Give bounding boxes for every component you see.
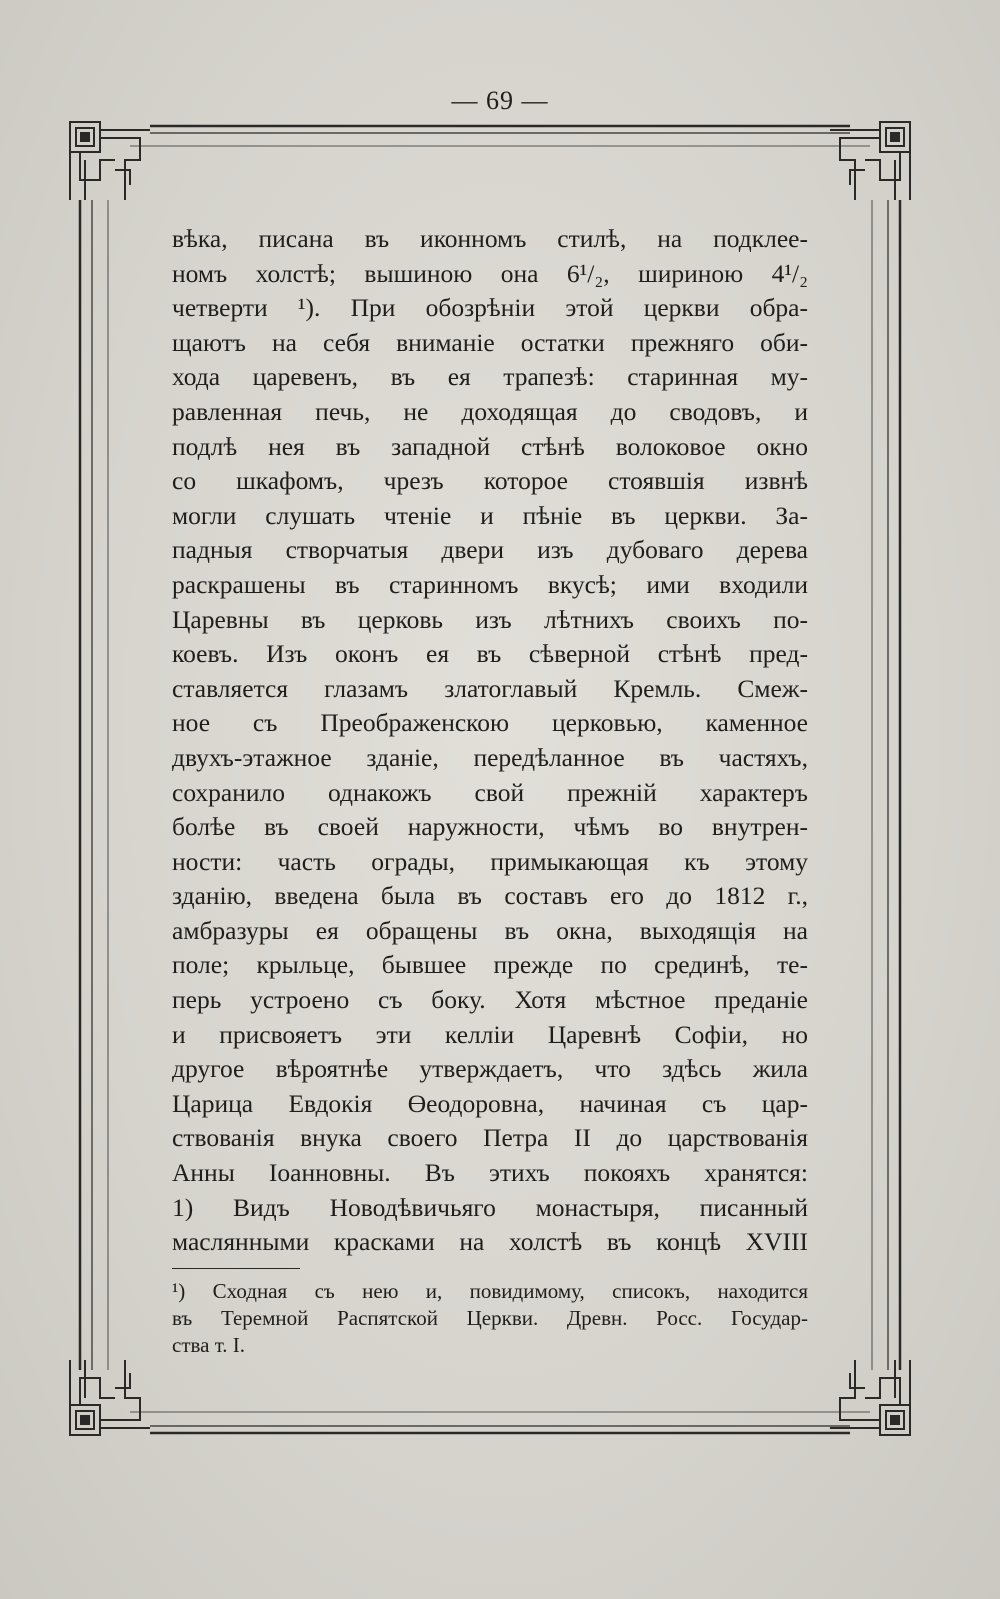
footnote-line: ства т. I. — [172, 1333, 246, 1357]
text-line: подлѣ нея въ западной стѣнѣ волоковое окно — [172, 431, 808, 461]
corner-ornament-top-left — [70, 122, 150, 200]
corner-ornament-bottom-left — [70, 1360, 150, 1435]
text-line: четверти ¹). При обозрѣніи этой церкви обра- — [172, 293, 808, 323]
text-line: щаютъ на себя вниманіе остатки прежняго оби- — [172, 327, 808, 357]
text-line: Анны Іоанновны. Въ этихъ покояхъ хранятся: — [172, 1158, 808, 1188]
text-line: Царевны въ церковь изъ лѣтнихъ своихъ по- — [172, 604, 808, 634]
text-line: зданію, введена была въ составъ его до 1812 г., — [172, 881, 808, 911]
text-line: Царица Евдокія Өеодоровна, начиная съ цар- — [172, 1088, 808, 1118]
text-line: падныя створчатыя двери изъ дубоваго дерева — [172, 535, 808, 565]
text-line: могли слушать чтеніе и пѣніе въ церкви. За- — [172, 500, 808, 530]
text-line: раскрашены въ старинномъ вкусѣ; ими входили — [172, 569, 808, 599]
text-line: болѣе въ своей наружности, чѣмъ во внутрен- — [172, 812, 808, 842]
main-text-block — [172, 222, 808, 1260]
text-line: ствованія внука своего Петра II до царствованія — [172, 1123, 808, 1153]
text-line: со шкафомъ, чрезъ которое стоявшія извнѣ — [172, 466, 808, 496]
corner-ornament-bottom-right — [830, 1360, 910, 1435]
footnote-line: въ Теремной Распятской Церкви. Древн. Росс. Государ- — [172, 1306, 808, 1330]
text-line: ное съ Преображенскою церковью, каменное — [172, 708, 808, 738]
footnote-line: ¹) Сходная съ нею и, повидимому, списокъ, находится — [172, 1279, 808, 1303]
text-line: и присвояетъ эти келліи Царевнѣ Софіи, но — [172, 1019, 808, 1049]
text-line: ставляется глазамъ златоглавый Кремль. Смеж- — [172, 673, 808, 703]
text-line: поле; крыльце, бывшее прежде по срединѣ, те- — [172, 950, 808, 980]
page-number: — 69 — — [451, 86, 549, 115]
text-line: хода царевенъ, въ ея трапезѣ: старинная му- — [172, 362, 808, 392]
text-line: амбразуры ея обращены въ окна, выходящія на — [172, 915, 808, 945]
corner-ornament-top-right — [830, 122, 910, 200]
text-line: двухъ-этажное зданіе, передѣланное въ частяхъ, — [172, 742, 808, 772]
text-line: номъ холстѣ; вышиною она 6¹/₂, шириною 4¹/₂ — [172, 258, 808, 288]
text-line: вѣка, писана въ иконномъ стилѣ, на подклее- — [172, 224, 808, 253]
text-line: равленная печь, не доходящая до сводовъ, и — [172, 396, 808, 426]
text-line: коевъ. Изъ оконъ ея въ сѣверной стѣнѣ пред- — [172, 639, 808, 669]
text-line: 1) Видъ Новодѣвичьяго монастыря, писанный — [172, 1192, 808, 1222]
footnote-divider — [172, 1268, 300, 1269]
text-line: другое вѣроятнѣе утверждаетъ, что здѣсь жила — [172, 1054, 808, 1084]
text-line: перь устроено съ боку. Хотя мѣстное преданіе — [172, 985, 808, 1015]
text-line: сохранило однакожъ свой прежній характеръ — [172, 777, 808, 807]
footnote — [172, 1278, 808, 1359]
text-line: маслянными красками на холстѣ въ концѣ XVIII — [172, 1227, 808, 1257]
text-line: ности: часть ограды, примыкающая къ этому — [172, 846, 808, 876]
